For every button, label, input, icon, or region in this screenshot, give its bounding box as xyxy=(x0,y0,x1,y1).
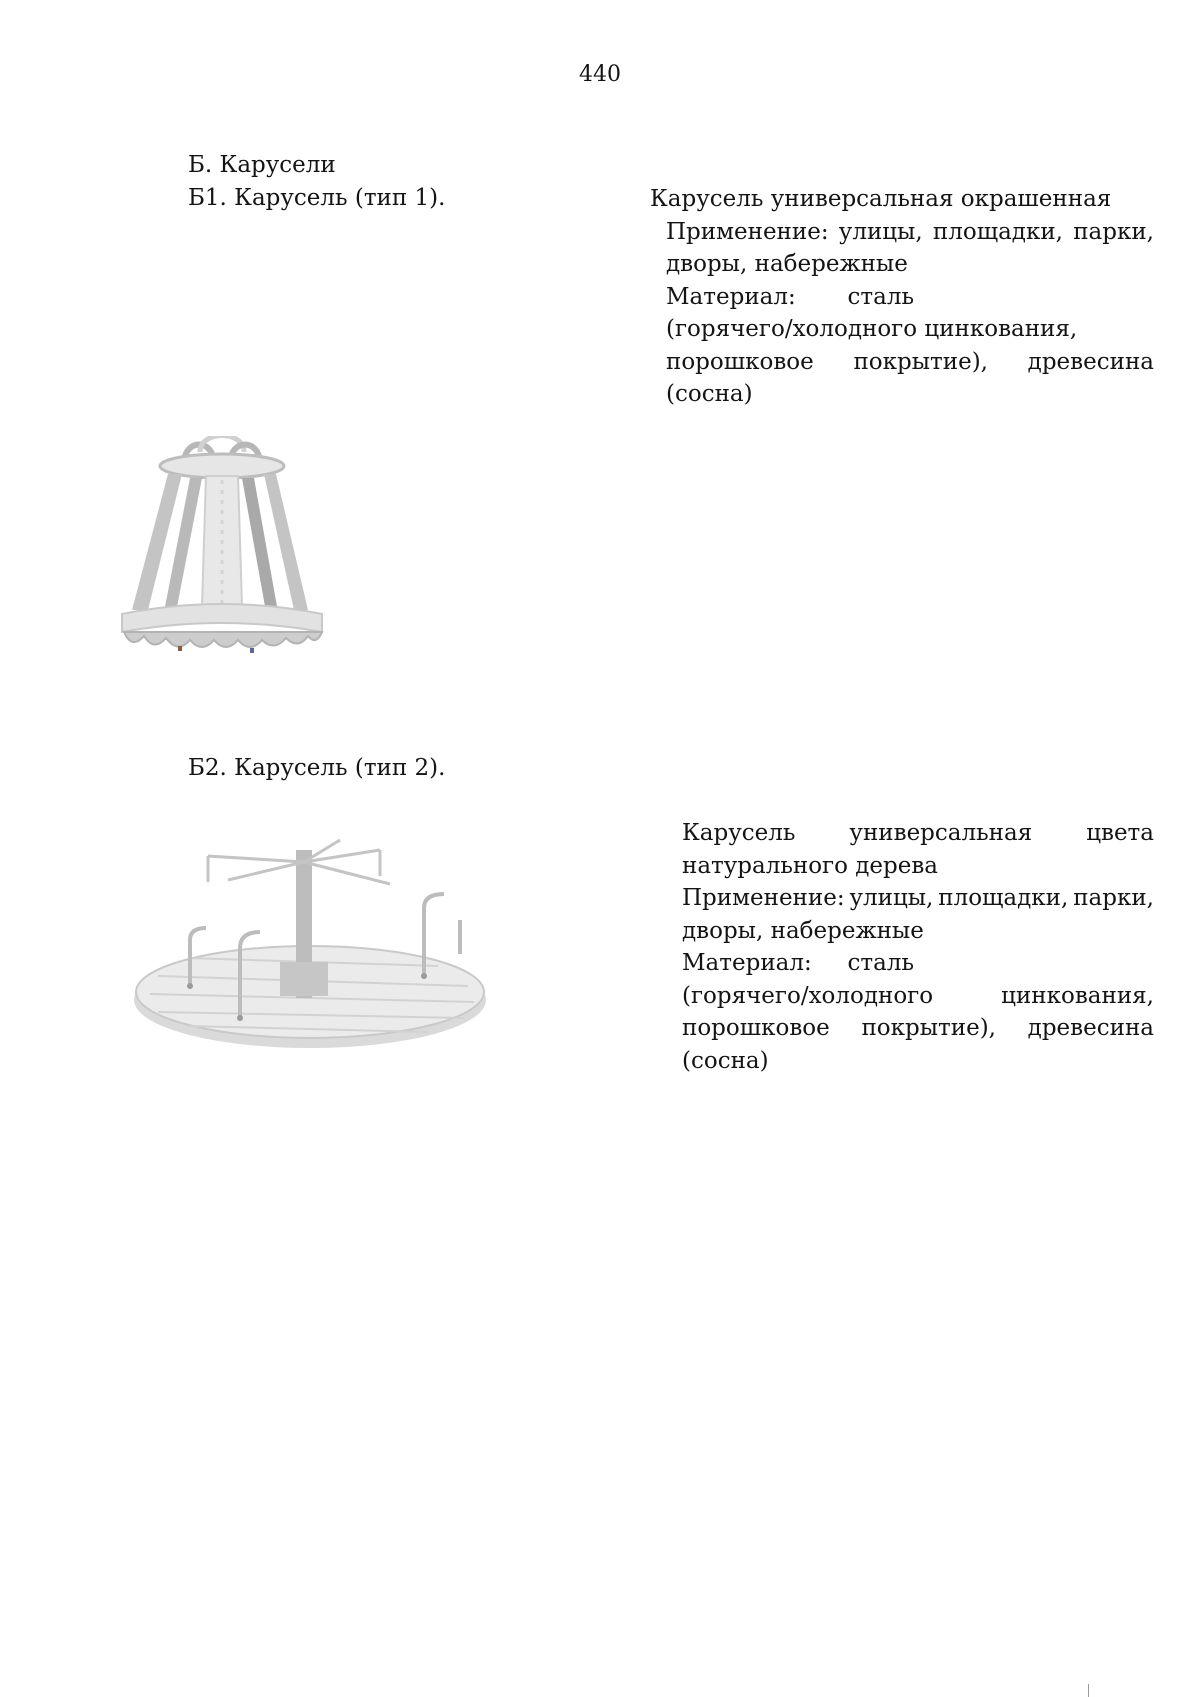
description-word: парки, xyxy=(1073,885,1154,911)
description-line: Карусель универсальная окрашенная xyxy=(650,186,1112,212)
description-word: порошковое xyxy=(682,1015,830,1041)
description-word: парки, xyxy=(1073,219,1154,245)
section-title: Б. Карусели xyxy=(188,152,336,178)
description-word: (горячего/холодного xyxy=(682,983,934,1009)
description-word: цвета xyxy=(1086,820,1154,846)
description-word: Применение: xyxy=(666,219,829,245)
description-word: сталь xyxy=(847,284,914,310)
item-heading-b1: Б1. Карусель (тип 1). xyxy=(188,185,446,211)
description-line xyxy=(682,817,1154,849)
description-line xyxy=(682,882,1154,914)
description-line: дворы, набережные xyxy=(682,918,924,944)
description-word: древесина xyxy=(1027,1015,1154,1041)
description-line xyxy=(666,281,914,313)
description-word: улицы, xyxy=(849,885,934,911)
description-line xyxy=(682,1012,1154,1044)
description-word: улицы, xyxy=(838,219,923,245)
description-word: универсальная xyxy=(849,820,1033,846)
description-word: площадки, xyxy=(932,219,1063,245)
description-line xyxy=(682,947,914,979)
description-line: дворы, набережные xyxy=(666,251,908,277)
description-word: цинкования, xyxy=(1001,983,1154,1009)
description-word: Материал: xyxy=(666,284,796,310)
description-line xyxy=(666,216,1154,248)
description-word: площадки, xyxy=(938,885,1069,911)
page-edge-mark xyxy=(1088,1684,1089,1697)
description-line xyxy=(666,346,1154,378)
carousel-type1-illustration xyxy=(118,436,328,654)
description-word: Материал: xyxy=(682,950,812,976)
description-line: (горячего/холодного цинкования, xyxy=(666,316,1078,342)
item-heading-b2: Б2. Карусель (тип 2). xyxy=(188,755,446,781)
description-word: Применение: xyxy=(682,885,845,911)
description-word: порошковое xyxy=(666,349,814,375)
description-word: Карусель xyxy=(682,820,796,846)
carousel-type2-illustration xyxy=(128,836,498,1058)
description-line xyxy=(682,980,1154,1012)
description-line: натурального дерева xyxy=(682,853,939,879)
description-word: древесина xyxy=(1027,349,1154,375)
description-line: (сосна) xyxy=(666,381,753,407)
description-word: покрытие), xyxy=(861,1015,996,1041)
description-line: (сосна) xyxy=(682,1048,769,1074)
description-word: сталь xyxy=(847,950,914,976)
description-word: покрытие), xyxy=(853,349,988,375)
page-number: 440 xyxy=(579,62,621,87)
